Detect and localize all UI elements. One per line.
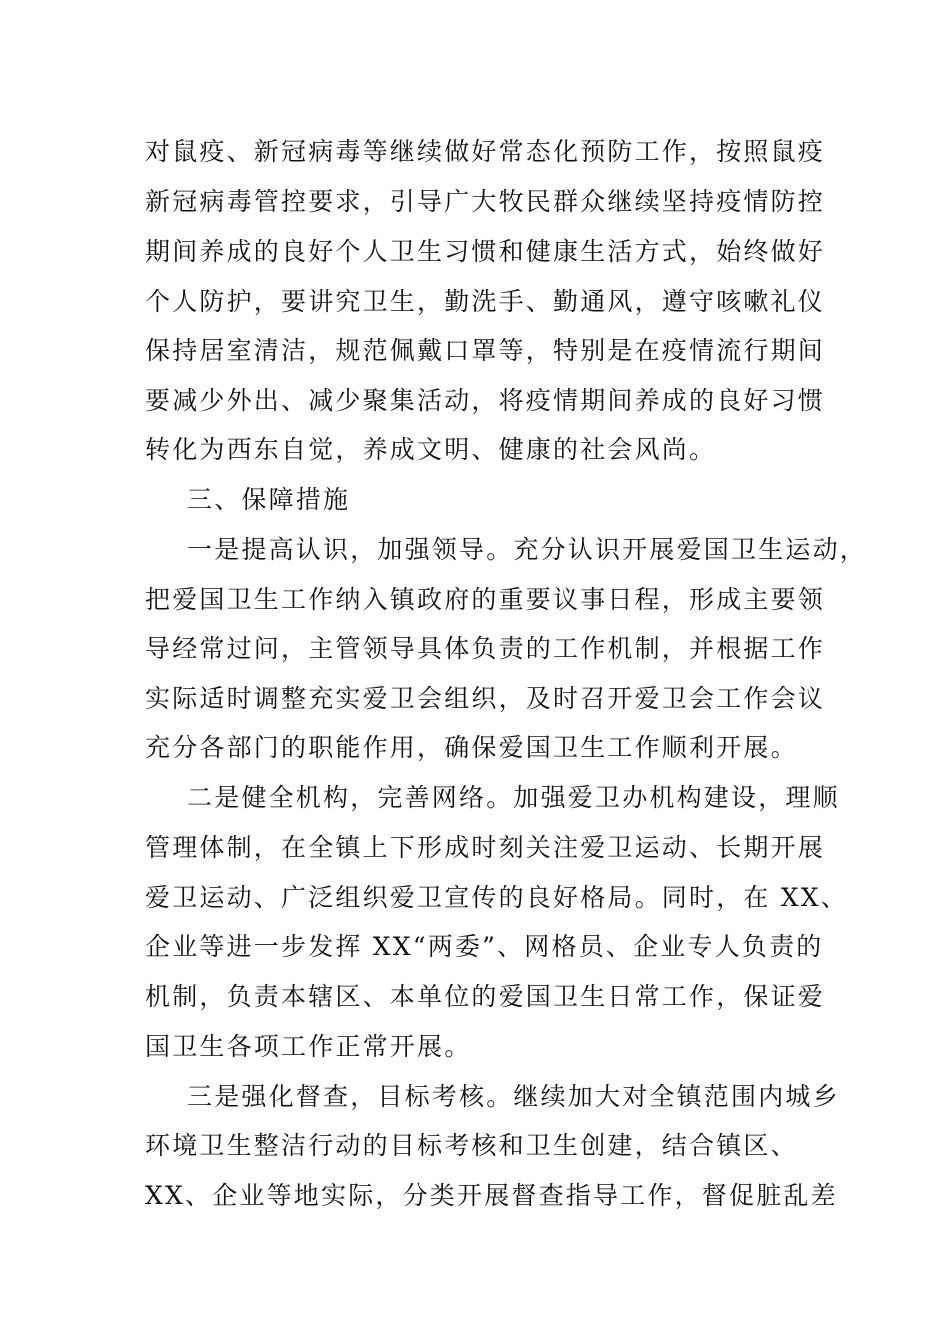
text-line: 转化为西东自觉，养成文明、健康的社会风尚。 <box>145 435 717 464</box>
text-line: 期间养成的良好个人卫生习惯和健康生活方式，始终做好 <box>145 237 826 266</box>
text-line: 新冠病毒管控要求，引导广大牧民群众继续坚持疫情防控 <box>145 187 826 216</box>
text-line: 二是健全机构，完善网络。加强爱卫办机构建设，理顺 <box>187 783 840 812</box>
text-line: 实际适时调整充实爱卫会组织，及时召开爱卫会工作会议 <box>145 684 826 713</box>
text-line: 对鼠疫、新冠病毒等继续做好常态化预防工作，按照鼠疫 <box>145 137 826 166</box>
text-line: 一是提高认识，加强领导。充分认识开展爱国卫生运动， <box>187 535 868 564</box>
text-line: 管理体制，在全镇上下形成时刻关注爱卫运动、长期开展 <box>145 833 826 862</box>
text-line: 环境卫生整洁行动的目标考核和卫生创建，结合镇区、 <box>145 1131 798 1160</box>
section-heading: 三、保障措施 <box>187 485 351 514</box>
text-line: 把爱国卫生工作纳入镇政府的重要议事日程，形成主要领 <box>145 585 826 614</box>
text-line: 三是强化督查，目标考核。继续加大对全镇范围内城乡 <box>187 1082 840 1111</box>
text-line: 导经常过问，主管领导具体负责的工作机制，并根据工作 <box>145 634 826 663</box>
text-line: 国卫生各项工作正常开展。 <box>145 1032 472 1061</box>
text-line: 保持居室清洁，规范佩戴口罩等，特别是在疫情流行期间 <box>145 336 826 365</box>
text-line: 机制，负责本辖区、本单位的爱国卫生日常工作，保证爱 <box>145 982 826 1011</box>
text-line: 充分各部门的职能作用，确保爱国卫生工作顺利开展。 <box>145 733 798 762</box>
text-line: 企业等进一步发挥 XX“两委”、网格员、企业专人负责的 <box>145 932 824 961</box>
text-line: 要减少外出、减少聚集活动，将疫情期间养成的良好习惯 <box>145 386 826 415</box>
text-line: 个人防护，要讲究卫生，勤洗手、勤通风，遵守咳嗽礼仪 <box>145 287 826 316</box>
text-line: XX、企业等地实际，分类开展督查指导工作，督促脏乱差 <box>145 1181 838 1210</box>
text-line: 爱卫运动、广泛组织爱卫宣传的良好格局。同时，在 XX、 <box>145 883 848 912</box>
